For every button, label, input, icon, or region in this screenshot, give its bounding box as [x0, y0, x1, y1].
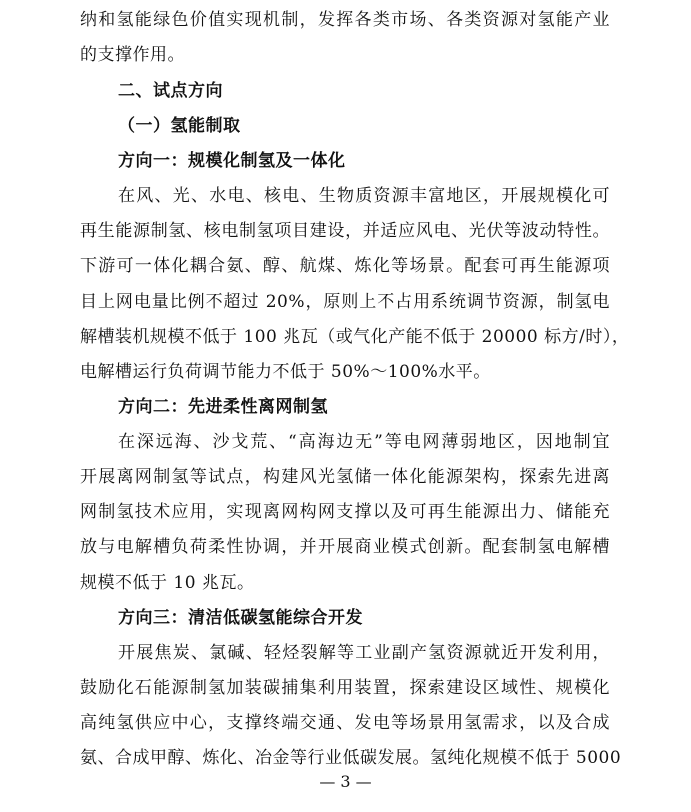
direction-heading: 方向一：规模化制氢及一体化 — [118, 151, 346, 171]
direction-heading: 方向二：先进柔性离网制氢 — [118, 397, 328, 417]
section-heading: 二、试点方向 — [118, 81, 223, 101]
body-text-line: 在深远海、沙戈荒、“高海边无”等电网薄弱地区，因地制宜 — [118, 432, 610, 452]
body-text-line: 下游可一体化耦合氨、醇、航煤、炼化等场景。配套可再生能源项 — [80, 256, 610, 276]
body-text-line: 再生能源制氢、核电制氢项目建设，并适应风电、光伏等波动特性。 — [80, 221, 610, 241]
body-text-line: 开展离网制氢等试点，构建风光氢储一体化能源架构，探索先进离 — [80, 467, 610, 487]
direction-heading: 方向三：清洁低碳氢能综合开发 — [118, 608, 363, 628]
body-text-line: 电解槽运行负荷调节能力不低于 50%～100%水平。 — [80, 362, 491, 382]
body-text-line: 鼓励化石能源制氢加装碳捕集利用装置，探索建设区域性、规模化 — [80, 678, 610, 698]
body-text-line: 网制氢技术应用，实现离网构网支撑以及可再生能源出力、储能充 — [80, 502, 610, 522]
body-text-line: 规模不低于 10 兆瓦。 — [80, 573, 255, 593]
body-text-line: 解槽装机规模不低于 100 兆瓦（或气化产能不低于 20000 标方/时）， — [80, 327, 630, 347]
body-text-line: 氨、合成甲醇、炼化、冶金等行业低碳发展。氢纯化规模不低于 5000 — [80, 748, 622, 768]
body-text-line: 在风、光、水电、核电、生物质资源丰富地区，开展规模化可 — [118, 186, 610, 206]
subsection-heading: （一）氢能制取 — [118, 116, 241, 136]
page-number: — 3 — — [319, 772, 372, 791]
body-text-line: 目上网电量比例不超过 20%，原则上不占用系统调节资源，制氢电 — [80, 292, 610, 312]
body-text-line: 放与电解槽负荷柔性协调，并开展商业模式创新。配套制氢电解槽 — [80, 537, 610, 557]
body-text-line: 开展焦炭、氯碱、轻烃裂解等工业副产氢资源就近开发利用， — [118, 643, 610, 663]
body-text-line: 的支撑作用。 — [80, 45, 185, 65]
body-text-line: 高纯氢供应中心，支撑终端交通、发电等场景用氢需求，以及合成 — [80, 713, 610, 733]
body-text-line: 纳和氢能绿色价值实现机制，发挥各类市场、各类资源对氢能产业 — [80, 10, 610, 30]
